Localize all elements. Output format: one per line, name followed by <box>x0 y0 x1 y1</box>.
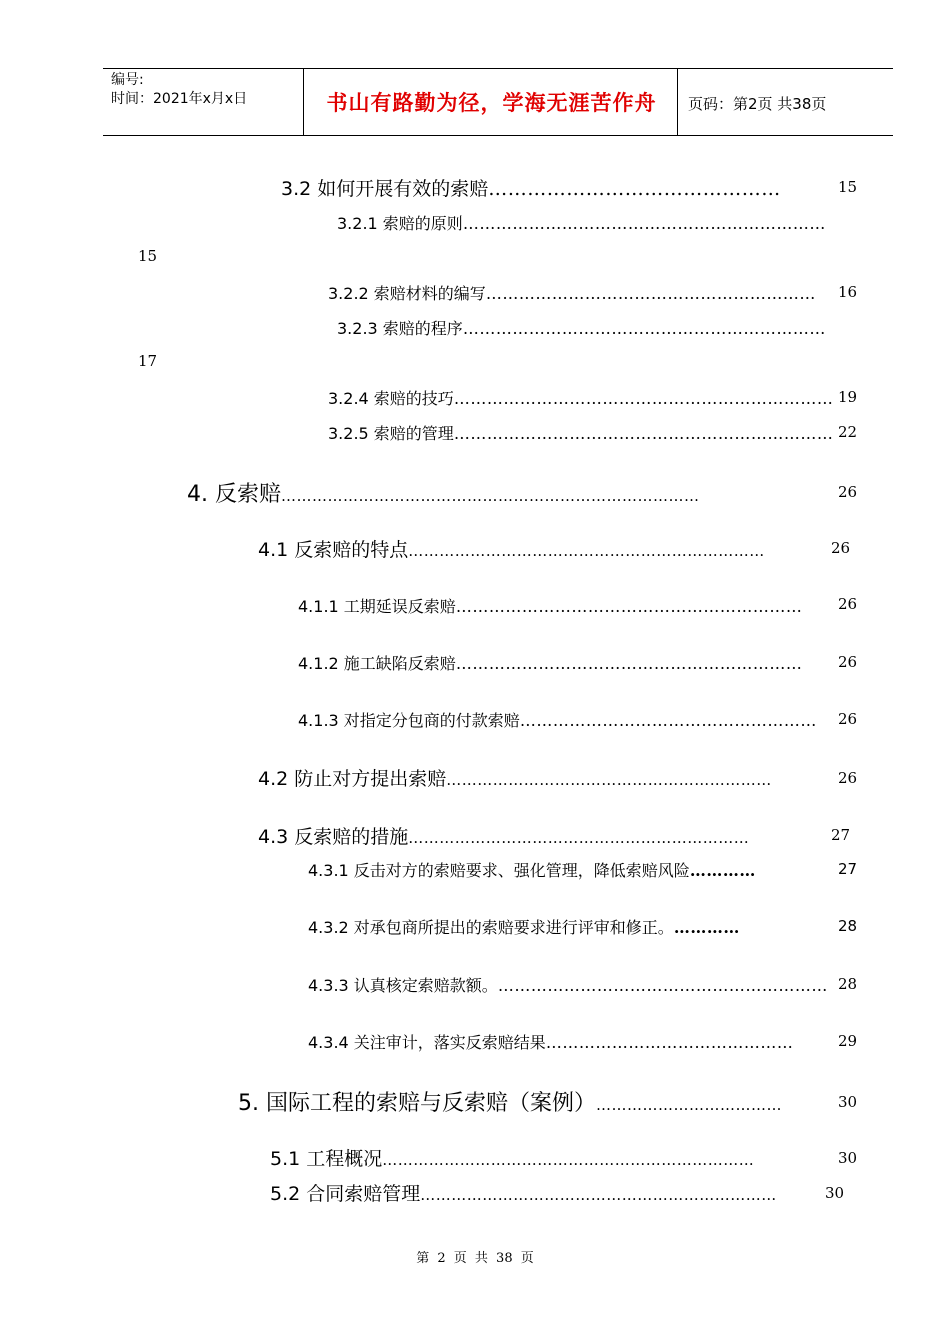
toc-entry-title: 3.2.5 索赔的管理 <box>328 424 454 443</box>
time-label: 时间：2021年x月x日 <box>111 91 248 107</box>
toc-entry-title: 3.2 如何开展有效的索赔 <box>281 178 489 200</box>
toc-page-number: 29 <box>838 1032 858 1050</box>
toc-page-number: 26 <box>838 483 858 501</box>
page-header <box>103 68 893 136</box>
toc-page-number: 30 <box>838 1149 858 1167</box>
toc-page-number: 26 <box>838 595 858 613</box>
toc-entry-title: 3.2.4 索赔的技巧 <box>328 389 454 408</box>
toc-leader: ……………………………………………………… <box>455 597 803 616</box>
toc-page-number: 26 <box>838 710 858 728</box>
toc-leader: …………………………………………………………… <box>420 1186 777 1204</box>
toc-entry[interactable] <box>337 316 847 339</box>
toc-entry-title: 4.2 防止对方提出索赔 <box>258 768 447 790</box>
toc-page-number: 26 <box>838 653 858 671</box>
toc-entry[interactable] <box>270 1179 826 1206</box>
toc-entry-title: 3.2.3 索赔的程序 <box>337 319 463 338</box>
toc-page-number: 15 <box>138 247 158 265</box>
toc-entry[interactable] <box>337 211 847 234</box>
toc-entry[interactable] <box>298 594 840 617</box>
toc-leader: …………………………………………………… <box>497 976 828 995</box>
toc-entry-title: 4.3.1 反击对方的索赔要求、强化管理，降低索赔风险 <box>308 861 690 880</box>
toc-leader: ……………………………………………………………………… <box>280 487 700 505</box>
toc-entry-title: 3.2.2 索赔材料的编写 <box>328 284 486 303</box>
toc-entry-title: 5. 国际工程的索赔与反索赔（案例） <box>238 1091 596 1116</box>
toc-page-number: 16 <box>838 283 858 301</box>
toc-entry-title: 5.2 合同索赔管理 <box>270 1183 421 1205</box>
toc-entry[interactable] <box>187 477 839 508</box>
header-meta <box>111 71 247 109</box>
toc-leader: ……………………………………………………… <box>446 771 772 789</box>
toc-entry[interactable] <box>258 822 832 849</box>
toc-entry-title: 4.1.1 工期延误反索赔 <box>298 597 456 616</box>
toc-entry-title: 4.1 反索赔的特点 <box>258 539 409 561</box>
toc-page-number: 27 <box>831 826 851 844</box>
toc-entry[interactable] <box>308 973 838 996</box>
toc-entry[interactable] <box>308 1030 838 1053</box>
toc-leader: …………………………………………………………… <box>408 542 765 560</box>
toc-entry[interactable] <box>308 915 838 938</box>
toc-page-number: 26 <box>831 539 851 557</box>
toc-entry[interactable] <box>308 858 838 881</box>
toc-entry-title: 4.3.3 认真核定索赔款额。 <box>308 976 498 995</box>
toc-entry[interactable] <box>328 386 840 409</box>
toc-leader: ………… <box>673 918 740 937</box>
toc-leader: ……………………………………… <box>488 178 781 200</box>
toc-page-number: 27 <box>838 860 858 878</box>
toc-entry[interactable] <box>298 651 840 674</box>
toc-entry-title: 4. 反索赔 <box>187 482 281 507</box>
toc-leader: …………………………………………………… <box>485 284 816 303</box>
toc-entry-title: 3.2.1 索赔的原则 <box>337 214 463 233</box>
header-divider <box>677 69 678 135</box>
toc-entry[interactable] <box>258 535 832 562</box>
toc-page-number: 19 <box>838 388 858 406</box>
toc-leader: ……………………………………… <box>545 1033 794 1052</box>
toc-leader: ……………………………………………………… <box>455 654 803 673</box>
toc-leader: ……………………………………………… <box>519 711 817 730</box>
toc-entry-title: 4.3.2 对承包商所提出的索赔要求进行评审和修正。 <box>308 918 674 937</box>
toc-page-number: 17 <box>138 352 158 370</box>
page-footer: 第 2 页 共 38 页 <box>416 1251 534 1266</box>
toc-entry-title: 4.3 反索赔的措施 <box>258 826 409 848</box>
toc-page-number: 26 <box>838 769 858 787</box>
toc-page-number: 28 <box>838 917 858 935</box>
toc-entry[interactable] <box>281 174 841 201</box>
toc-leader: ……………………………… <box>596 1096 782 1114</box>
toc-entry[interactable] <box>238 1086 840 1117</box>
toc-leader: ………………………………………………………… <box>462 214 826 233</box>
toc-page-number: 28 <box>838 975 858 993</box>
toc-leader: …………………………………………………………… <box>453 389 834 408</box>
toc-entry[interactable] <box>328 281 840 304</box>
serial-label: 编号: <box>111 72 144 88</box>
toc-entry[interactable] <box>298 708 840 731</box>
header-motto: 书山有路勤为径，学海无涯苦作舟 <box>326 91 657 115</box>
toc-entry-title: 4.1.2 施工缺陷反索赔 <box>298 654 456 673</box>
toc-entry-title: 5.1 工程概况 <box>270 1148 383 1170</box>
toc-leader: ………………………………………………………… <box>408 829 750 847</box>
toc-page-number: 30 <box>838 1093 858 1111</box>
toc-entry[interactable] <box>328 421 840 444</box>
toc-page-number: 30 <box>825 1184 845 1202</box>
toc-entry[interactable] <box>270 1144 840 1171</box>
header-page-info: 页码：第2页 共38页 <box>688 95 827 113</box>
toc-leader: ……………………………………………………………… <box>382 1151 755 1169</box>
toc-page-number: 15 <box>838 178 858 196</box>
toc-leader: ………… <box>689 861 756 880</box>
toc-entry[interactable] <box>258 764 840 791</box>
toc-entry-title: 4.1.3 对指定分包商的付款索赔 <box>298 711 520 730</box>
toc-leader: …………………………………………………………… <box>453 424 834 443</box>
toc-entry-title: 4.3.4 关注审计，落实反索赔结果 <box>308 1033 546 1052</box>
toc-leader: ………………………………………………………… <box>462 319 826 338</box>
toc-page-number: 22 <box>838 423 858 441</box>
